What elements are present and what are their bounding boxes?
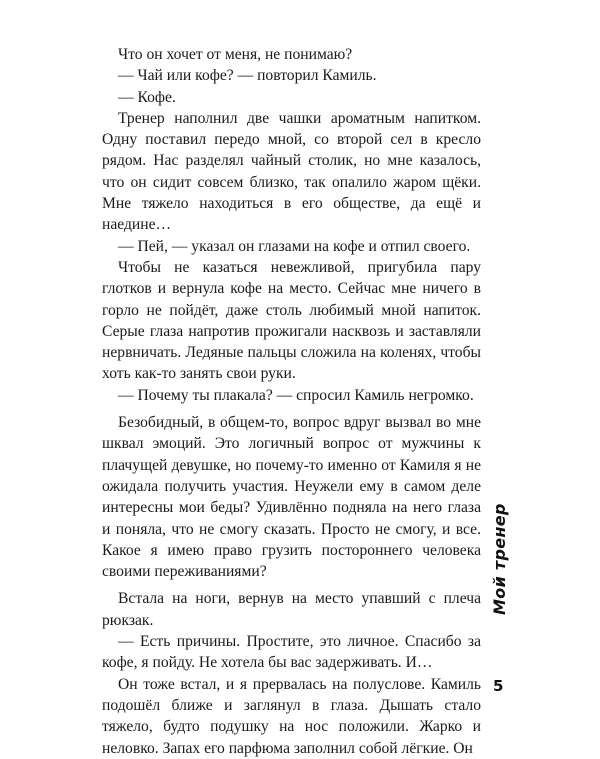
page-number: 5 [493, 677, 504, 695]
paragraph: Что он хочет от меня, не понимаю? [118, 46, 353, 63]
paragraph: Тренер наполнил две чашки ароматным напитком. Одну поставил передо мной, со второй сел в кресло рядом. Нас разделял чайный столик, но мне казалось, что он сидит совсем близко, так опалило жаром щёки. Мне тяжело находиться в его обществе, да ещё и наедине… [102, 109, 481, 234]
page-body-text [102, 44, 481, 759]
paragraph: Безобидный, в общем-то, вопрос вдруг вызвал во мне шквал эмоций. Это логичный вопрос от мужчины к плачущей девушке, но почему-то именно от Камиля я не ожидала получить участия. Неужели ему в самом деле интересны мои беды? Удивлённо подняла на него глаза и поняла, что не смогу сказать. Просто не смогу, и все. Какое я имею право грузить постороннего человека своими переживаниями? [102, 414, 481, 581]
paragraph: Встала на ноги, вернув на место упавший с плеча рюкзак. [102, 590, 481, 629]
paragraph: Чтобы не казаться невежливой, пригубила пару глотков и вернула кофе на место. Сейчас мне ничего в горло не пойдёт, даже столь любимый мной напиток. Серые глаза напротив прожигали насквозь и заставляли нервничать. Ледяные пальцы сложила на коленях, чтобы хоть как-то занять свои руки. [102, 258, 481, 383]
paragraph: Он тоже встал, и я прервалась на полуслове. Камиль подошёл ближе и заглянул в глаза. Дышать стало тяжело, будто подушку на нос положили. Жарко и неловко. Запах его парфюма заполнил собой лёгкие. Он [102, 675, 481, 757]
running-title: Мой тренер [490, 503, 509, 615]
paragraph: — Почему ты плакала? — спросил Камиль негромко. [118, 386, 474, 404]
paragraph: — Пей, — указал он глазами на кофе и отпил своего. [118, 237, 471, 255]
paragraph: — Кофе. [118, 88, 176, 106]
paragraph: — Есть причины. Простите, это личное. Спасибо за кофе, я пойду. Не хотела бы вас задерживать. И… [102, 633, 481, 672]
paragraph: — Чай или кофе? — повторил Камиль. [118, 67, 377, 85]
